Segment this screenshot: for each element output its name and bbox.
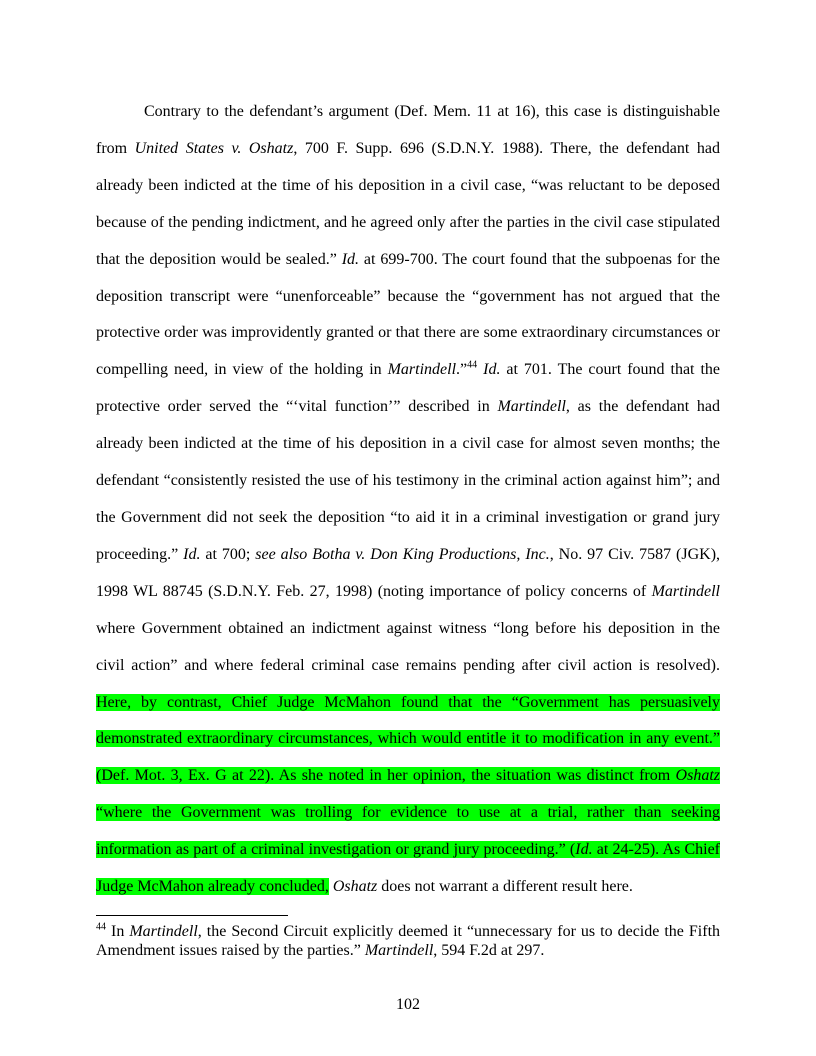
highlighted-text: at 24-25). As Chief Judge McMahon already concluded, <box>96 841 720 896</box>
id-citation: Id. <box>483 361 501 379</box>
body-paragraph <box>96 94 720 906</box>
footnote-reference: 44 <box>467 360 478 372</box>
text-run: where Government obtained an indictment against witness “long before his deposition in the civil action” and where federal criminal case remains pending after civil action is resolved). <box>96 619 720 674</box>
text-run: at 700; <box>200 545 256 563</box>
text-run: .” <box>456 361 468 379</box>
highlighted-text: “where the Government was trolling for evidence to use at a trial, rather than seeking information as part of a criminal investigation or grand jury proceeding.” ( <box>96 804 720 859</box>
text-run: at 701. The court found that the protective order served the “‘vital function’” described in <box>96 361 721 416</box>
highlighted-text: Here, by contrast, Chief Judge McMahon found that the “Government has persuasively demonstrated extraordinary circumstances, which would entitle it to modification in any event.” (Def. Mot. 3, Ex. G at 22). As she noted in her opinion, the situation was distinct from <box>96 693 720 785</box>
footnote-number: 44 <box>96 921 106 933</box>
case-name: Martindell <box>651 582 720 600</box>
case-name: Martindell <box>364 942 434 959</box>
footnote-44 <box>96 922 720 960</box>
signal-see-also: see also <box>255 545 308 563</box>
text-run: , as the defendant had already been indicted at the time of his deposition in a civil case for almost seven months; the defendant “consistently resisted the use of his testimony in the criminal action against him”; and the Government did not seek the deposition “to aid it in a criminal investigation or grand jury proceeding.” <box>96 398 720 563</box>
id-citation: Id. <box>575 841 593 859</box>
case-name: Oshatz <box>332 878 378 896</box>
id-citation: Id. <box>341 250 360 268</box>
text-run: at 699-700. The court found that the subpoenas for the deposition transcript were “unenforceable” because the “government has not argued that the protective order was improvidently granted or that there are some extraordinary circumstances or compelling need, in view of the holding in <box>96 250 720 379</box>
page-number: 102 <box>396 996 420 1013</box>
case-name: Martindell <box>387 361 457 379</box>
case-name: Oshatz <box>675 767 720 785</box>
footnote-text: In <box>106 923 130 940</box>
footnote-text: , 594 F.2d at 297. <box>433 942 545 959</box>
text-run: does not warrant a different result here. <box>377 878 633 896</box>
case-citation: United States v. Oshatz <box>134 139 294 157</box>
case-name: Martindell <box>129 923 198 940</box>
text-run: , No. 97 Civ. 7587 (JGK), 1998 WL 88745 (S.D.N.Y. Feb. 27, 1998) (noting importance of policy concerns of <box>96 545 721 600</box>
footnote-text: , the Second Circuit explicitly deemed it “unnecessary for us to decide the Fifth Amendment issues raised by the parties.” <box>96 923 721 959</box>
highlighted-passage <box>96 694 720 896</box>
text-run: Contrary to the defendant’s argument (Def. Mem. 11 at 16), this case is distinguishable from <box>96 103 720 157</box>
footnote-separator <box>96 915 288 916</box>
case-name: Martindell <box>497 398 566 416</box>
id-citation: Id. <box>183 545 201 563</box>
text-run: , 700 F. Supp. 696 (S.D.N.Y. 1988). There, the defendant had already been indicted at the time of his deposition in a civil case, “was reluctant to be deposed because of the pending indictment, and he agreed only after the parties in the civil case stipulated that the deposition would be sealed.” <box>96 139 720 268</box>
case-citation: Botha v. Don King Productions, Inc. <box>312 545 550 563</box>
